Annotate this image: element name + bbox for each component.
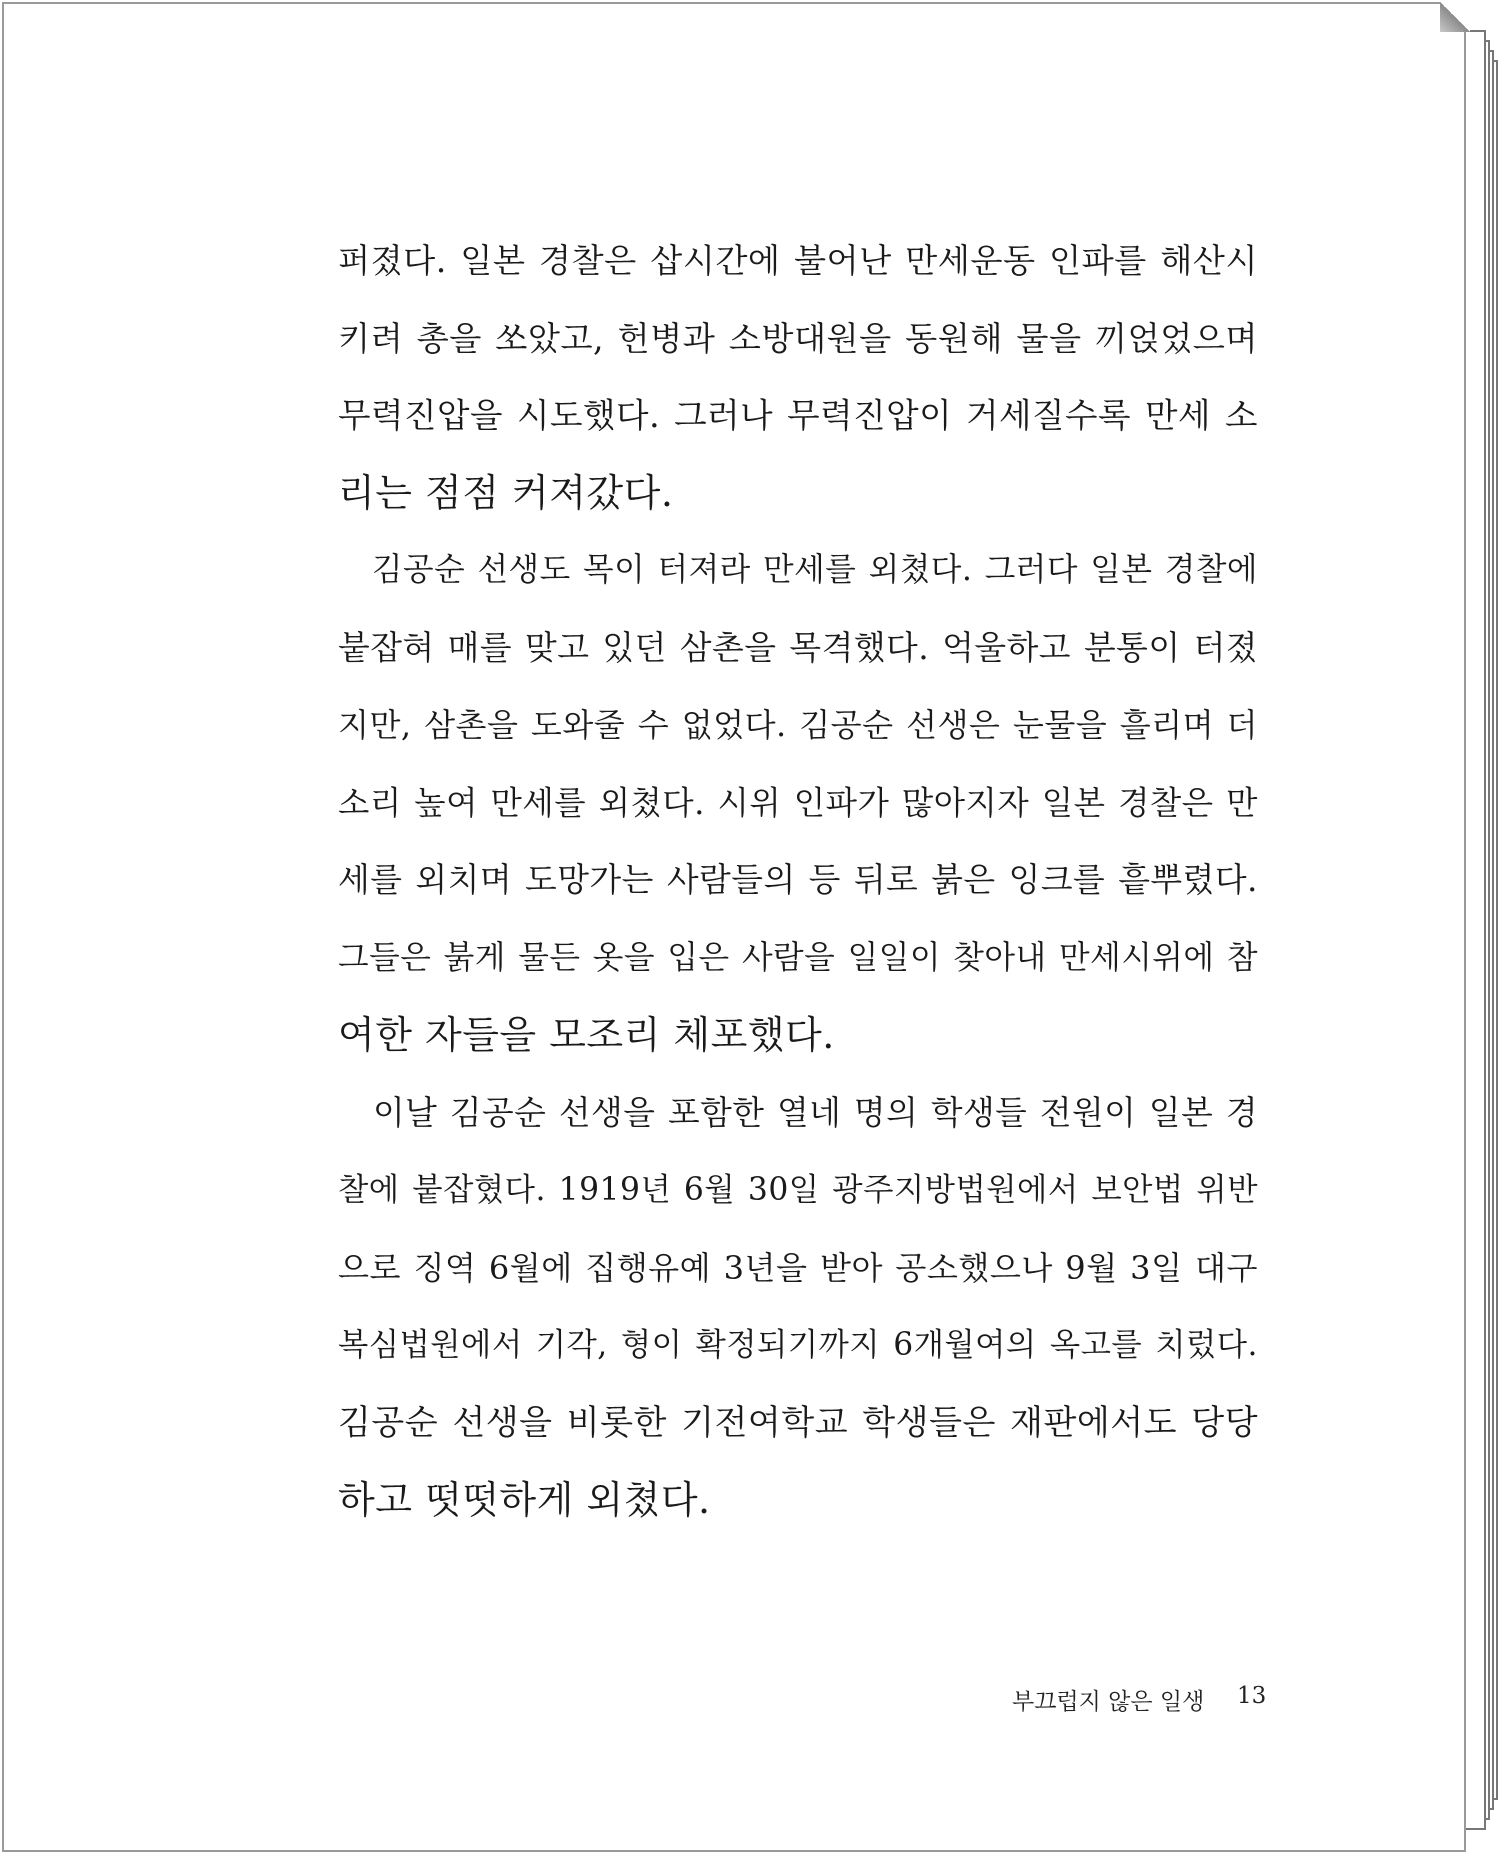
page-number: 13: [1237, 1683, 1267, 1709]
text-line: 으로 징역 6월에 집행유예 3년을 받아 공소했으나 9월 3일 대구: [338, 1248, 1258, 1287]
page-corner-fold: [1440, 2, 1470, 32]
text-line: 복심법원에서 기각, 형이 확정되기까지 6개월여의 옥고를 치렀다.: [338, 1327, 1258, 1363]
text-line: 소리 높여 만세를 외쳤다. 시위 인파가 많아지자 일본 경찰은 만: [338, 783, 1258, 822]
text-line: 퍼졌다. 일본 경찰은 삽시간에 불어난 만세운동 인파를 해산시: [338, 241, 1258, 280]
text-line: 찰에 붙잡혔다. 1919년 6월 30일 광주지방법원에서 보안법 위반: [338, 1172, 1258, 1208]
paragraph-1: [338, 222, 1258, 532]
text-line: 그들은 붉게 물든 옷을 입은 사람을 일일이 찾아내 만세시위에 참: [338, 939, 1258, 976]
text-line: 세를 외치며 도망가는 사람들의 등 뒤로 붉은 잉크를 흩뿌렸다.: [338, 861, 1258, 899]
body-text: [338, 222, 1258, 1540]
text-line: 무력진압을 시도했다. 그러나 무력진압이 거세질수록 만세 소: [338, 396, 1258, 435]
text-line: 하고 떳떳하게 외쳤다.: [338, 1478, 711, 1522]
text-line: 여한 자들을 모조리 체포했다.: [338, 1013, 835, 1057]
paragraph-3: [338, 1075, 1258, 1540]
running-title: 부끄럽지 않은 일생: [1012, 1689, 1205, 1715]
text-line: 리는 점점 커져갔다.: [338, 470, 674, 515]
text-line: 지만, 삼촌을 도와줄 수 없었다. 김공순 선생은 눈물을 흘리며 더: [338, 706, 1258, 744]
text-line: 김공순 선생을 비롯한 기전여학교 학생들은 재판에서도 당당: [338, 1402, 1258, 1443]
text-line: 김공순 선생도 목이 터져라 만세를 외쳤다. 그러다 일본 경찰에: [338, 552, 1258, 588]
text-line: 키려 총을 쏘았고, 헌병과 소방대원을 동원해 물을 끼얹었으며: [338, 318, 1258, 358]
text-line: 이날 김공순 선생을 포함한 열네 명의 학생들 전원이 일본 경: [338, 1093, 1258, 1132]
text-line: 붙잡혀 매를 맞고 있던 삼촌을 목격했다. 억울하고 분통이 터졌: [338, 628, 1258, 667]
paragraph-2: [338, 532, 1258, 1075]
